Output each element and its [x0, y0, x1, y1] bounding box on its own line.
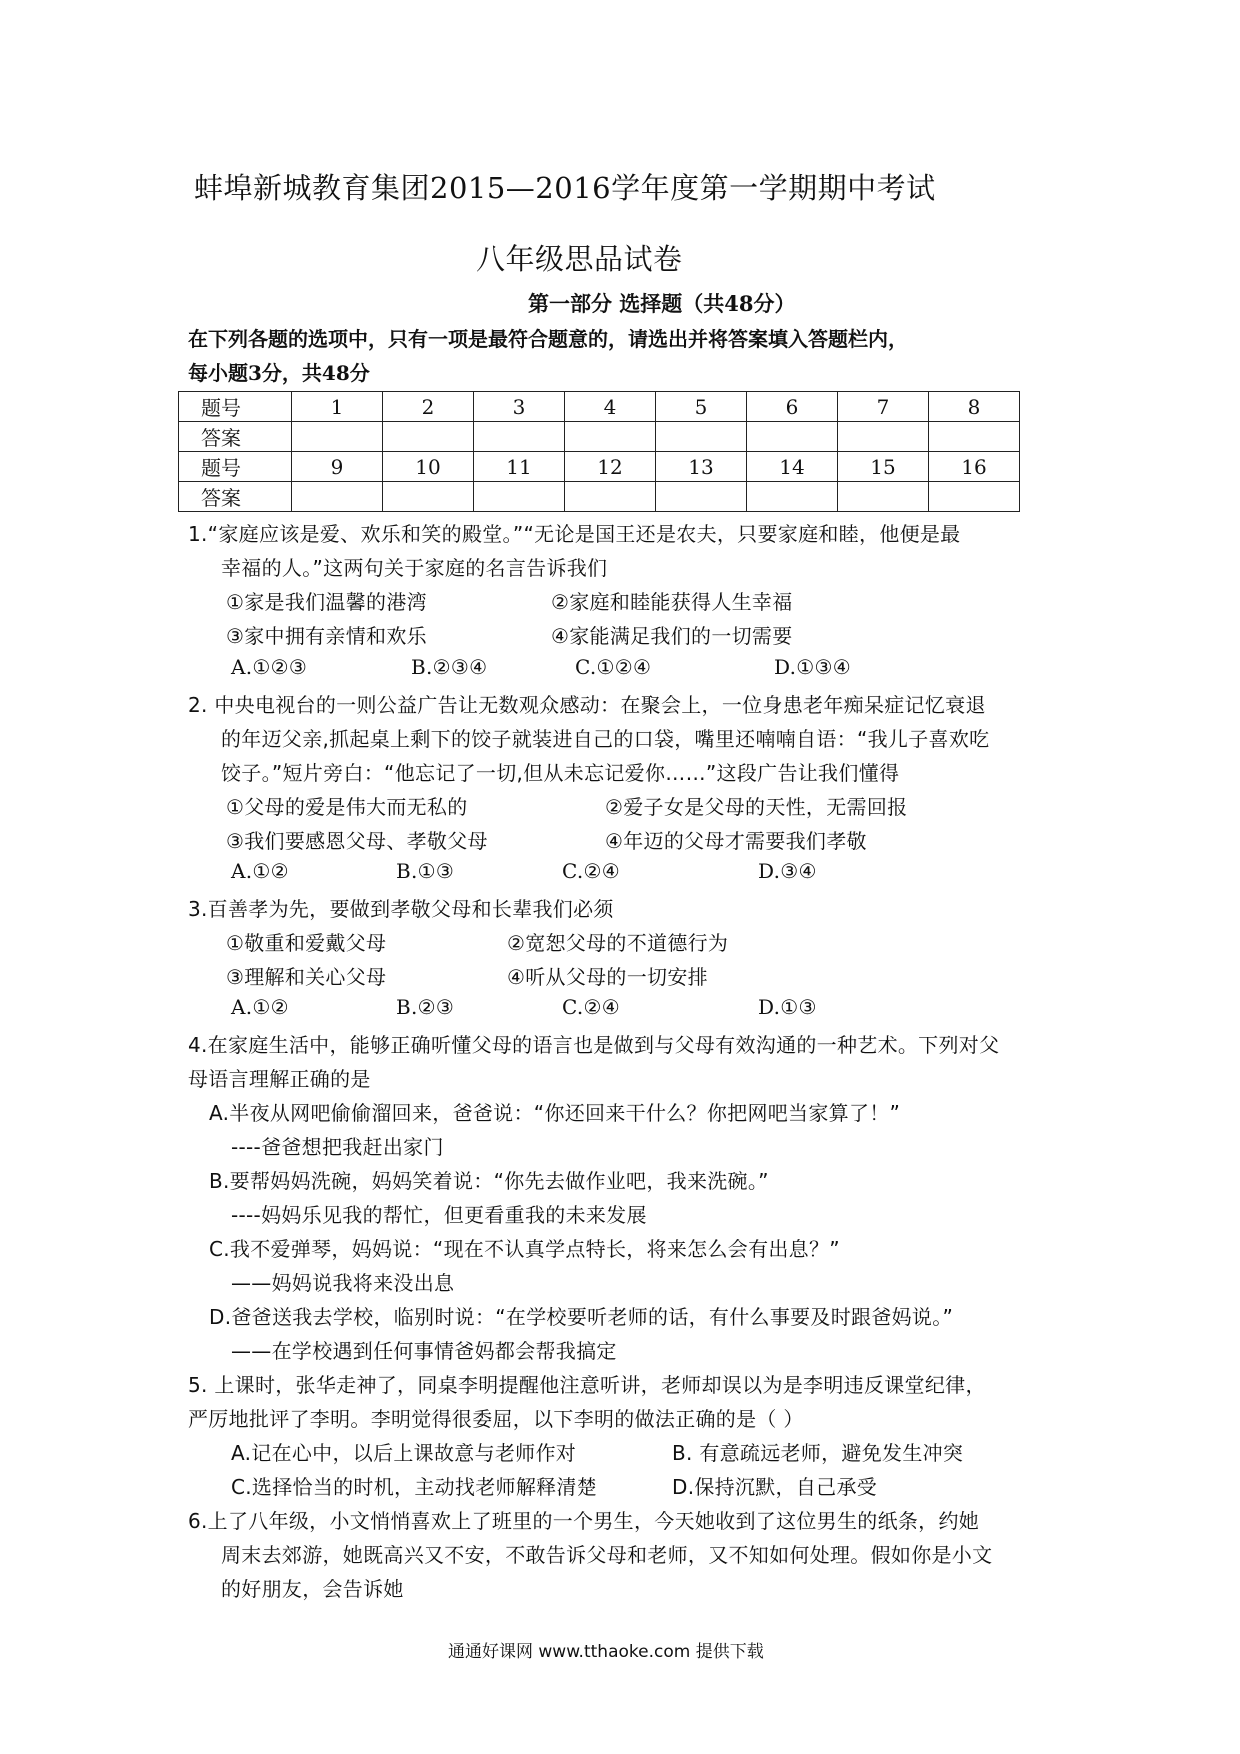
q2-option-b[interactable]: B.①③	[396, 859, 455, 883]
question-number: 5	[656, 392, 747, 422]
question-number: 1	[292, 392, 383, 422]
q5-stem-line-2: 严厉地批评了李明。李明觉得很委屈，以下李明的做法正确的是（ ）	[188, 1407, 804, 1431]
q3-statement-4: ④听从父母的一切安排	[507, 965, 708, 989]
q1-stem-line-2: 幸福的人。”这两句关于家庭的名言告诉我们	[221, 556, 608, 580]
q4-option-d-explanation: ——在学校遇到任何事情爸妈都会帮我搞定	[231, 1339, 617, 1363]
q5-option-d[interactable]: D.保持沉默，自己承受	[672, 1475, 878, 1499]
q4-option-b-explanation: ----妈妈乐见我的帮忙，但更看重我的未来发展	[231, 1203, 647, 1227]
q4-option-c[interactable]: C.我不爱弹琴，妈妈说：“现在不认真学点特长，将来怎么会有出息？”	[209, 1237, 840, 1261]
q2-option-d[interactable]: D.③④	[758, 859, 817, 883]
answer-cell[interactable]	[656, 422, 747, 452]
question-number: 9	[292, 452, 383, 482]
table-row	[179, 482, 1020, 512]
q4-option-b[interactable]: B.要帮妈妈洗碗，妈妈笑着说：“你先去做作业吧，我来洗碗。”	[209, 1169, 769, 1193]
q3-option-a[interactable]: A.①②	[231, 995, 289, 1019]
q2-option-a[interactable]: A.①②	[231, 859, 289, 883]
q2-statement-4: ④年迈的父母才需要我们孝敬	[605, 829, 867, 853]
answer-cell[interactable]	[292, 482, 383, 512]
q2-statement-2: ②爱子女是父母的天性，无需回报	[605, 795, 908, 819]
table-row	[179, 422, 1020, 452]
q3-option-d[interactable]: D.①③	[758, 995, 817, 1019]
table-row	[179, 392, 1020, 422]
question-number: 13	[656, 452, 747, 482]
row-label: 题号	[179, 452, 292, 482]
q6-stem-line-2: 周末去郊游，她既高兴又不安，不敢告诉父母和老师，又不知如何处理。假如你是小文	[221, 1543, 993, 1567]
q1-statement-4: ④家能满足我们的一切需要	[551, 624, 793, 648]
question-number: 15	[838, 452, 929, 482]
answer-cell[interactable]	[565, 422, 656, 452]
question-number: 7	[838, 392, 929, 422]
q1-statement-3: ③家中拥有亲情和欢乐	[226, 624, 427, 648]
table-row	[179, 452, 1020, 482]
answer-cell[interactable]	[929, 422, 1020, 452]
answer-cell[interactable]	[929, 482, 1020, 512]
q5-option-c[interactable]: C.选择恰当的时机，主动找老师解释清楚	[231, 1475, 598, 1499]
answer-cell[interactable]	[474, 422, 565, 452]
answer-cell[interactable]	[383, 422, 474, 452]
q6-stem-line-1: 6.上了八年级，小文悄悄喜欢上了班里的一个男生，今天她收到了这位男生的纸条，约她	[188, 1509, 980, 1533]
answer-cell[interactable]	[292, 422, 383, 452]
q3-option-b[interactable]: B.②③	[396, 995, 455, 1019]
answer-cell[interactable]	[838, 482, 929, 512]
question-number: 16	[929, 452, 1020, 482]
question-number: 8	[929, 392, 1020, 422]
answer-cell[interactable]	[383, 482, 474, 512]
q2-stem-line-3: 饺子。”短片旁白：“他忘记了一切,但从未忘记爱你……”这段广告让我们懂得	[221, 761, 900, 785]
exam-title: 蚌埠新城教育集团2015—2016学年度第一学期期中考试	[194, 171, 936, 205]
q2-stem-line-2: 的年迈父亲,抓起桌上剩下的饺子就装进自己的口袋，嘴里还喃喃自语：“我儿子喜欢吃	[221, 727, 990, 751]
q4-option-c-explanation: ——妈妈说我将来没出息	[231, 1271, 455, 1295]
q4-option-d[interactable]: D.爸爸送我去学校，临别时说：“在学校要听老师的话，有什么事要及时跟爸妈说。”	[209, 1305, 954, 1329]
q4-stem-line-1: 4.在家庭生活中，能够正确听懂父母的语言也是做到与父母有效沟通的一种艺术。下列对父	[188, 1033, 1000, 1057]
question-number: 10	[383, 452, 474, 482]
q2-statement-1: ①父母的爱是伟大而无私的	[226, 795, 468, 819]
instruction-line-2: 每小题3分，共48分	[188, 361, 370, 385]
row-label: 题号	[179, 392, 292, 422]
question-number: 11	[474, 452, 565, 482]
question-number: 4	[565, 392, 656, 422]
q1-stem-line-1: 1.“家庭应该是爱、欢乐和笑的殿堂。”“无论是国王还是农夫，只要家庭和睦，他便是最	[188, 522, 961, 546]
q4-option-a[interactable]: A.半夜从网吧偷偷溜回来，爸爸说：“你还回来干什么？你把网吧当家算了！”	[209, 1101, 901, 1125]
q1-statement-2: ②家庭和睦能获得人生幸福	[551, 590, 793, 614]
exam-subtitle: 八年级思品试卷	[476, 242, 683, 276]
question-number: 3	[474, 392, 565, 422]
answer-cell[interactable]	[656, 482, 747, 512]
instruction-line-1: 在下列各题的选项中，只有一项是最符合题意的，请选出并将答案填入答题栏内，	[188, 327, 908, 351]
answer-table	[178, 391, 1020, 512]
q6-stem-line-3: 的好朋友，会告诉她	[221, 1577, 404, 1601]
footer-source: 通通好课网 www.tthaoke.com 提供下载	[448, 1642, 764, 1662]
q5-option-a[interactable]: A.记在心中，以后上课故意与老师作对	[231, 1441, 577, 1465]
q4-option-a-explanation: ----爸爸想把我赶出家门	[231, 1135, 444, 1159]
row-label: 答案	[179, 422, 292, 452]
question-number: 2	[383, 392, 474, 422]
row-label: 答案	[179, 482, 292, 512]
q1-option-d[interactable]: D.①③④	[774, 655, 851, 679]
q4-stem-line-2: 母语言理解正确的是	[188, 1067, 371, 1091]
q3-statement-2: ②宽恕父母的不道德行为	[507, 931, 729, 955]
answer-cell[interactable]	[838, 422, 929, 452]
q5-stem-line-1: 5. 上课时，张华走神了，同桌李明提醒他注意听讲，老师却误以为是李明违反课堂纪律，	[188, 1373, 986, 1397]
question-number: 14	[747, 452, 838, 482]
answer-cell[interactable]	[565, 482, 656, 512]
question-number: 6	[747, 392, 838, 422]
section-title: 第一部分 选择题（共48分）	[528, 291, 796, 316]
answer-cell[interactable]	[474, 482, 565, 512]
q5-option-b[interactable]: B. 有意疏远老师，避免发生冲突	[672, 1441, 964, 1465]
q2-stem-line-1: 2. 中央电视台的一则公益广告让无数观众感动：在聚会上，一位身患老年痴呆症记忆衰退	[188, 693, 986, 717]
q3-statement-3: ③理解和关心父母	[226, 965, 387, 989]
question-number: 12	[565, 452, 656, 482]
q2-option-c[interactable]: C.②④	[562, 859, 621, 883]
q1-option-b[interactable]: B.②③④	[411, 655, 488, 679]
q1-option-a[interactable]: A.①②③	[231, 655, 308, 679]
answer-cell[interactable]	[747, 482, 838, 512]
q3-statement-1: ①敬重和爱戴父母	[226, 931, 387, 955]
q3-stem-line-1: 3.百善孝为先，要做到孝敬父母和长辈我们必须	[188, 897, 614, 921]
q2-statement-3: ③我们要感恩父母、孝敬父母	[226, 829, 488, 853]
q1-statement-1: ①家是我们温馨的港湾	[226, 590, 427, 614]
q3-option-c[interactable]: C.②④	[562, 995, 621, 1019]
q1-option-c[interactable]: C.①②④	[575, 655, 652, 679]
answer-cell[interactable]	[747, 422, 838, 452]
